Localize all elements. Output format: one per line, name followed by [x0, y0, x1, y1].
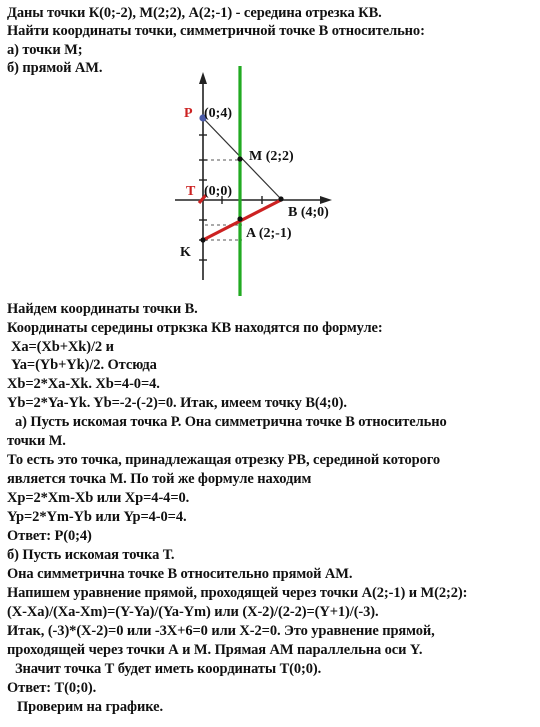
point-b — [278, 196, 283, 201]
label-k: K — [180, 245, 191, 260]
task-a: а) точки М; — [7, 42, 83, 58]
point-a — [237, 216, 242, 221]
x-axis-arrow-icon — [320, 196, 332, 204]
formula-xb: Xb=2*Xa-Xk. Xb=4-0=4. — [7, 376, 160, 392]
solution-line: Напишем уравнение прямой, проходящей через точки А(2;-1) и М(2;2): — [7, 585, 468, 601]
formula-line-am: (X-Xa)/(Xa-Xm)=(Y-Ya)/(Ya-Ym) или (X-2)/(2-2)=(Y+1)/(-3). — [7, 604, 379, 620]
label-a: A (2;-1) — [246, 226, 292, 241]
solution-line: а) Пусть искомая точка Р. Она симметрична точке В относительно — [15, 414, 447, 430]
solution-line: проходящей через точки А и М. Прямая АМ параллельна оси Y. — [7, 642, 423, 658]
solution-line: б) Пусть искомая точка Т. — [7, 547, 175, 563]
solution-line: точки М. — [7, 433, 66, 449]
point-k — [200, 237, 205, 242]
label-t-coord: (0;0) — [204, 184, 232, 199]
solution-line: Проверим на графике. — [17, 699, 163, 715]
solution-line: Итак, (-3)*(X-2)=0 или -3X+6=0 или X-2=0. Это уравнение прямой, — [7, 623, 435, 639]
solution-line: Найдем координаты точки В. — [7, 301, 198, 317]
solution-line: Она симметрична точке В относительно прямой АМ. — [7, 566, 353, 582]
task-b: б) прямой АМ. — [7, 60, 103, 76]
formula-yb: Yb=2*Ya-Yk. Yb=-2-(-2)=0. Итак, имеем точку В(4;0). — [7, 395, 347, 411]
axes — [175, 72, 332, 280]
label-m: M (2;2) — [249, 149, 294, 164]
solution-line: Координаты середины отркзка КВ находятся по формуле: — [7, 320, 383, 336]
label-t: T — [186, 184, 196, 199]
label-p-coord: (0;4) — [204, 106, 232, 121]
label-p: P — [184, 106, 193, 121]
formula-xp: Xp=2*Xm-Xb или Xp=4-4=0. — [7, 490, 190, 506]
solution-line: То есть это точка, принадлежащая отрезку РВ, серединой которого — [7, 452, 441, 468]
problem-statement-line: Даны точки К(0;-2), М(2;2), А(2;-1) - середина отрезка КВ. — [7, 5, 382, 21]
formula-yp: Yp=2*Ym-Yb или Yp=4-0=4. — [7, 509, 187, 525]
formula-xa: Xa=(Xb+Xk)/2 и — [11, 339, 114, 355]
formula-ya: Ya=(Yb+Yk)/2. Отсюда — [11, 357, 157, 373]
solution-line: Значит точка Т будет иметь координаты Т(0;0). — [15, 661, 322, 677]
coordinate-diagram — [0, 0, 540, 300]
label-b: B (4;0) — [288, 205, 329, 220]
answer-a: Ответ: Р(0;4) — [7, 528, 92, 544]
solution-line: является точка М. По той же формуле находим — [7, 471, 312, 487]
y-axis-arrow-icon — [199, 72, 207, 84]
problem-task-line: Найти координаты точки, симметричной точке В относительно: — [7, 23, 425, 39]
point-m — [237, 156, 242, 161]
answer-b: Ответ: Т(0;0). — [7, 680, 97, 696]
